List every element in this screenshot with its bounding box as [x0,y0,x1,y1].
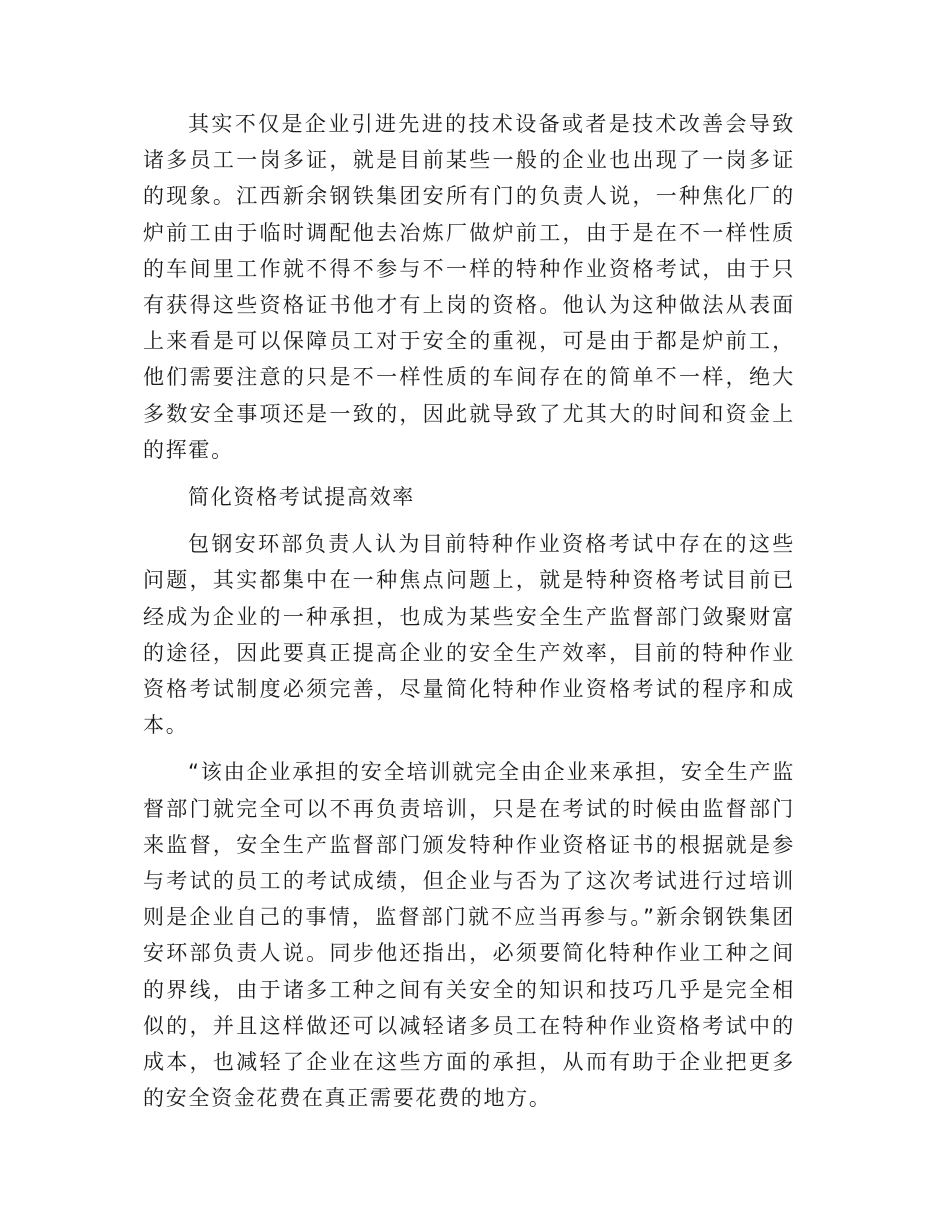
paragraph-intro: 其实不仅是企业引进先进的技术设备或者是技术改善会导致诸多员工一岗多证，就是目前某些一般的企业也出现了一岗多证的现象。江西新余钢铁集团安所有门的负责人说，一种焦化厂的炉前工由于临时调配他去冶炼厂做炉前工，由于是在不一样性质的车间里工作就不得不参与不一样的特种作业资格考试，由于只有获得这些资格证书他才有上岗的资格。他认为这种做法从表面上来看是可以保障员工对于安全的重视，可是由于都是炉前工，他们需要注意的只是不一样性质的车间存在的简单不一样，绝大多数安全事项还是一致的，因此就导致了尤其大的时间和资金上的挥霍。 [143,112,795,462]
section-heading: 简化资格考试提高效率 [188,485,415,510]
document-page [143,106,795,1116]
paragraph-quote: “该由企业承担的安全培训就完全由企业来承担，安全生产监督部门就完全可以不再负责培训，只是在考试的时候由监督部门来监督，安全生产监督部门颁发特种作业资格证书的根据就是参与考试的员工的考试成绩，但企业与否为了这次考试进行过培训则是企业自己的事情，监督部门就不应当再参与。”新余钢铁集团安环部负责人说。同步他还指出，必须要简化特种作业工种之间的界线，由于诸多工种之间有关安全的知识和技巧几乎是完全相似的，并且这样做还可以减轻诸多员工在特种作业资格考试中的成本，也减轻了企业在这些方面的承担，从而有助于企业把更多的安全资金花费在真正需要花费的地方。 [143,760,795,1111]
paragraph-baogang: 包钢安环部负责人认为目前特种作业资格考试中存在的这些问题，其实都集中在一种焦点问题上，就是特种资格考试目前已经成为企业的一种承担，也成为某些安全生产监督部门敛聚财富的途径，因此要真正提高企业的安全生产效率，目前的特种作业资格考试制度必须完善，尽量简化特种作业资格考试的程序和成本。 [143,532,795,738]
